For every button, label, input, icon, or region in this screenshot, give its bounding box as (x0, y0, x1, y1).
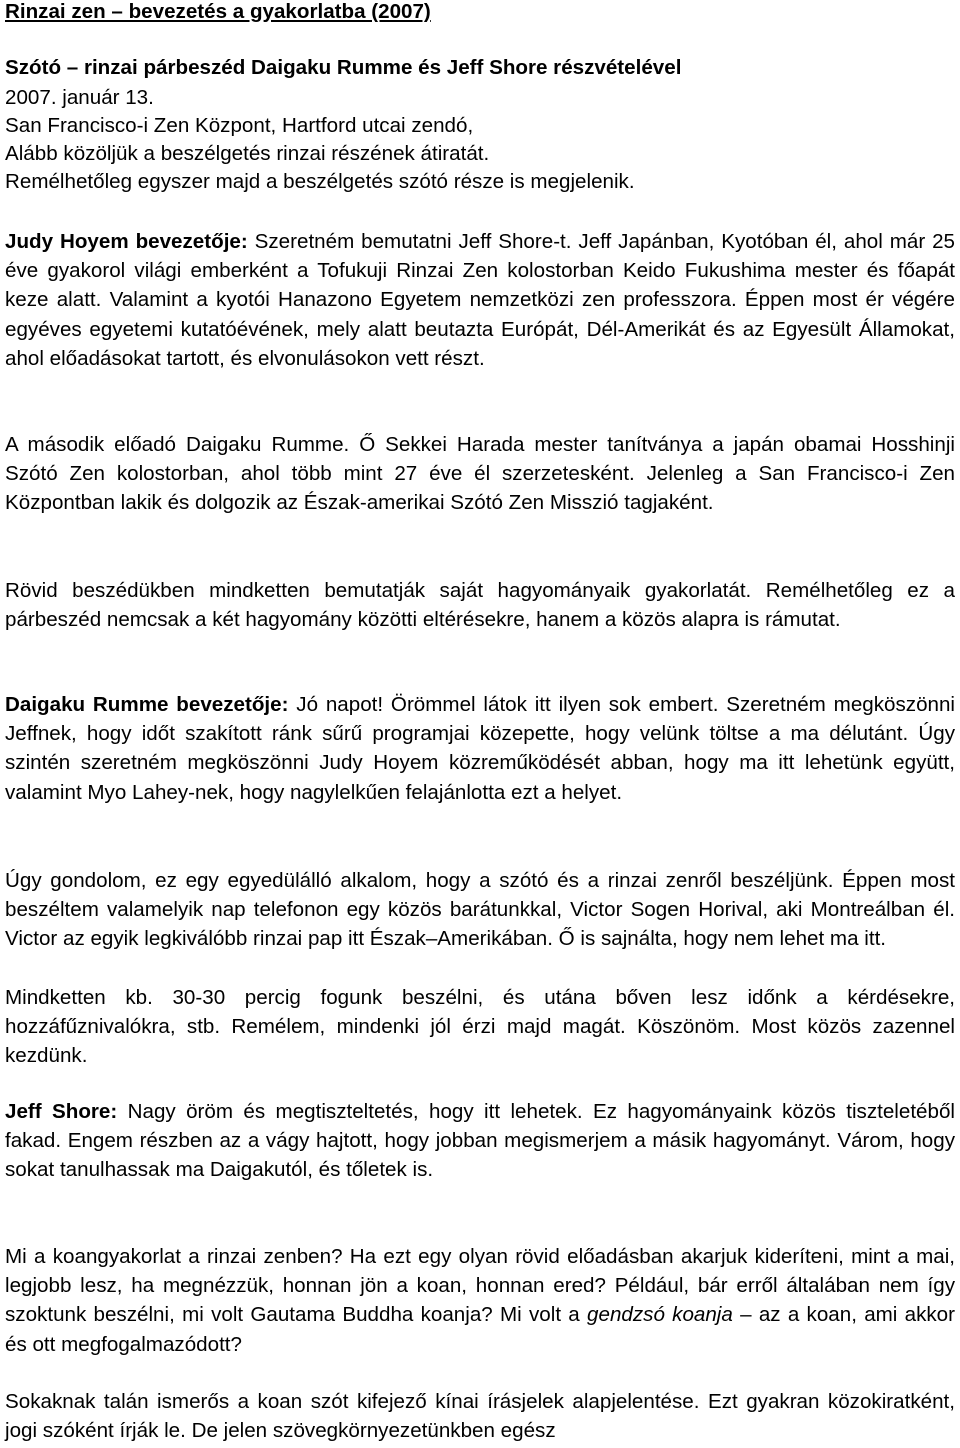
intro-note-1: Alább közöljük a beszélgetés rinzai részének átiratát. (5, 142, 490, 165)
paragraph-text: – az a koan, ami akkor és ott megfogalmazódott? (5, 1303, 955, 1356)
paragraph-text: Szeretném bemutatni Jeff Shore-t. Jeff Japánban, Kyotóban él, ahol már 25 éve gyakorol világi emberként a Tofukuji Rinzai Zen kolostorban Keido Fukushima mester és főapát keze alatt. Valamint a kyotói Hanazono Egyetem nemzetközi zen professzora. Éppen most ér végére egyéves egyetemi kutatóévének, mely alatt beutazta Európát, Dél-Amerikát és az Egyesült Államokat, ahol előadásokat tartott, és elvonulásokon vett részt. (5, 230, 955, 370)
paragraph-hope (5, 576, 955, 634)
paragraph-koan-meaning (5, 1387, 955, 1445)
paragraph-text: A második előadó Daigaku Rumme. Ő Sekkei Harada mester tanítványa a japán obamai Hosshinji Szótó Zen kolostorban, ahol több mint 27 éve él szerzetesként. Jelenleg a San Francisco-i Zen Központban lakik és dolgozik az Észak-amerikai Szótó Zen Misszió tagjaként. (5, 433, 955, 515)
intro-note-2: Remélhetőleg egyszer majd a beszélgetés szótó része is megjelenik. (5, 170, 635, 193)
paragraph-text: Mi a koangyakorlat a rinzai zenben? Ha ezt egy olyan rövid előadásban akarjuk kideríteni, mint a mai, legjobb lesz, ha megnézzük, honnan jön a koan, honnan ered? Például, bár erről általában nem így szoktunk beszélni, mi volt Gautama Buddha koanja? Mi volt a (5, 1245, 955, 1327)
paragraph-judy-intro (5, 227, 955, 373)
paragraph-text: Jó napot! Örömmel látok itt ilyen sok embert. Szeretném megköszönni Jeffnek, hogy időt szakított ránk sűrű programjai közepette, hogy velünk töltse a ma délutánt. Úgy szintén szeretném megköszönni Judy Hoyem közreműködését abban, hogy ma itt lehetünk együtt, valamint Myo Lahey-nek, hogy nagylelkűen felajánlotta ezt a helyet. (5, 693, 956, 804)
paragraph-unique-occasion (5, 866, 955, 954)
document-title: Rinzai zen – bevezetés a gyakorlatba (2007) (5, 0, 431, 23)
speaker-label: Daigaku Rumme bevezetője: (5, 693, 289, 716)
paragraph-text: Úgy gondolom, ez egy egyedülálló alkalom, hogy a szótó és a rinzai zenről beszéljünk. Éppen most beszéltem valamelyik nap telefonon egy közös barátunkkal, Victor Sogen Horival, aki Montreálban él. Victor az egyik legkiválóbb rinzai pap itt Észak–Amerikában. Ő is sajnálta, hogy nem lehet ma itt. (5, 869, 955, 951)
paragraph-jeff-shore (5, 1097, 955, 1185)
paragraph-text: Mindketten kb. 30-30 percig fogunk beszélni, és utána bőven lesz időnk a kérdésekre, hozzáfűznivalókra, stb. Remélem, mindenki jól érzi majd magát. Köszönöm. Most közös zazennel kezdünk. (5, 986, 955, 1068)
speaker-label: Jeff Shore: (5, 1100, 118, 1123)
subtitle: Szótó – rinzai párbeszéd Daigaku Rumme és Jeff Shore részvételével (5, 56, 682, 79)
paragraph-daigaku-intro (5, 690, 955, 807)
paragraph-text: Nagy öröm és megtiszteltetés, hogy itt lehetek. Ez hagyományaink közös tiszteletéből fakad. Engem részben az a vágy hajtott, hogy jobban megismerjem a másik hagyományt. Várom, hogy sokat tanulhassak ma Daigakutól, és tőletek is. (5, 1100, 955, 1182)
event-place: San Francisco-i Zen Központ, Hartford utcai zendó, (5, 114, 474, 137)
paragraph-text: Sokaknak talán ismerős a koan szót kifejező kínai írásjelek alapjelentése. Ezt gyakran közokiratként, jogi szóként írják le. De jelen szövegkörnyezetünkben egész (5, 1390, 955, 1443)
paragraph-koan-question (5, 1242, 955, 1359)
paragraph-second-speaker (5, 430, 955, 518)
speaker-label: Judy Hoyem bevezetője: (5, 230, 248, 253)
paragraph-schedule (5, 983, 955, 1071)
italic-term: gendzsó koanja (587, 1303, 733, 1327)
paragraph-text: Rövid beszédükben mindketten bemutatják saját hagyományaik gyakorlatát. Remélhetőleg ez a párbeszéd nemcsak a két hagyomány közötti eltérésekre, hanem a közös alapra is rámutat. (5, 579, 955, 632)
event-date: 2007. január 13. (5, 86, 154, 109)
